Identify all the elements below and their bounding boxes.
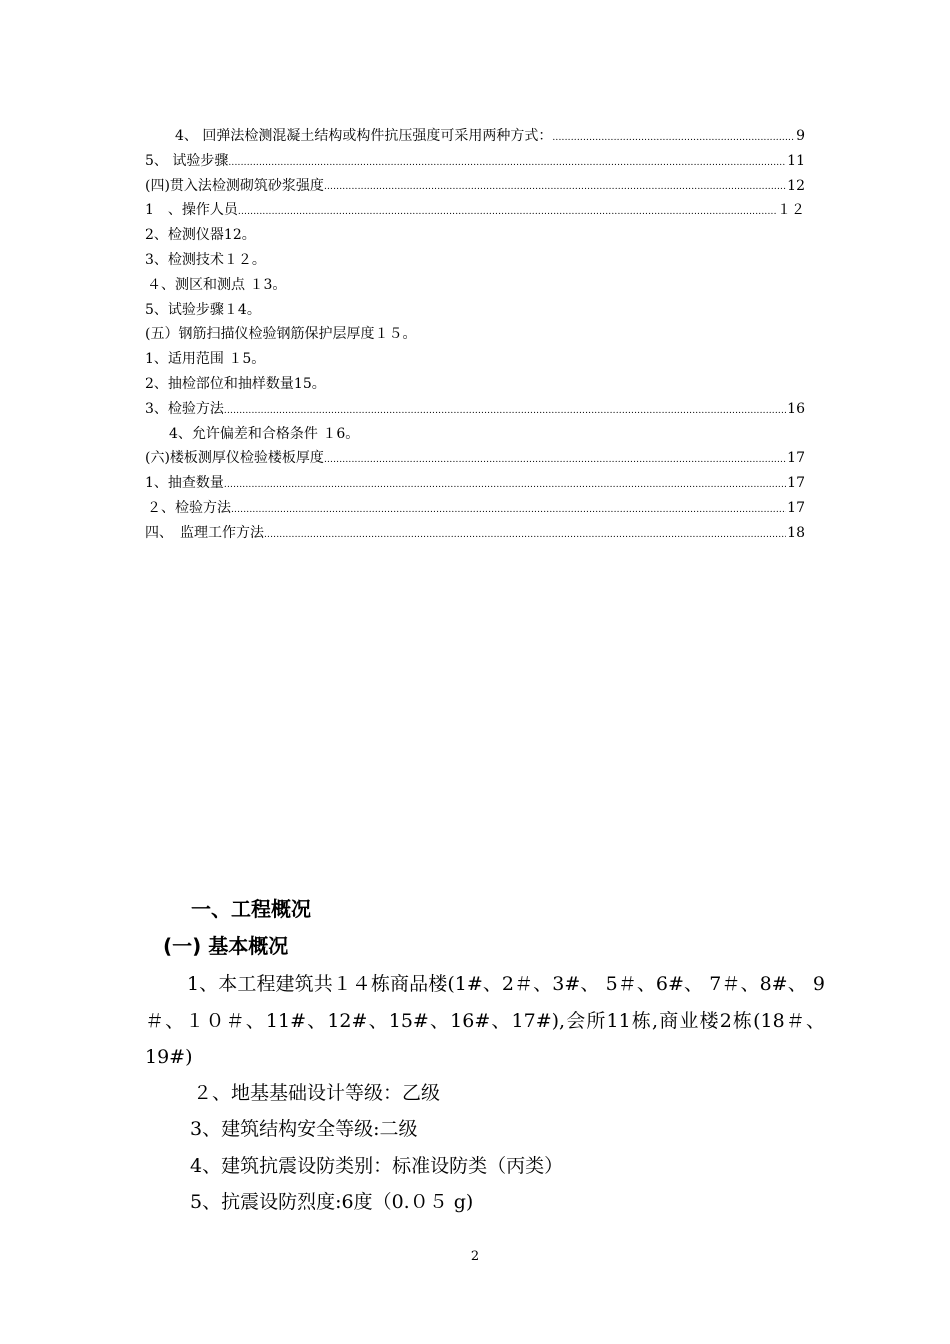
toc-entry[interactable] [145,446,805,471]
toc-entry-title: 1 、操作人员 [145,202,238,219]
toc-entry-title: 4、允许偏差和合格条件 １6。 [169,425,360,442]
toc-leader-dots [324,174,786,199]
toc-entry[interactable] [145,124,805,149]
toc-entry[interactable] [145,397,805,422]
toc-entry[interactable] [145,496,805,521]
page-number: 2 [470,1249,480,1264]
toc-entry-page [256,223,257,248]
toc-entry-page: 9 [796,128,805,144]
toc-entry-page [326,372,327,397]
toc-entry[interactable] [145,223,805,248]
toc-entry-title: 1、适用范围 １5。 [145,351,266,368]
toc-leader-dots [228,149,786,174]
toc-leader-dots [238,198,776,223]
toc-entry-page: 17 [787,475,805,492]
toc-entry[interactable] [145,347,805,372]
toc-entry-title: 5、 试验步骤 [145,152,229,169]
toc-entry[interactable] [145,248,805,273]
toc-entry-page: １２ [777,202,805,219]
toc-entry-page [286,273,287,298]
toc-entry[interactable] [145,322,805,347]
toc-entry-title: 1、抽查数量 [145,475,224,492]
toc-entry-page [416,322,417,347]
toc-entry[interactable] [145,149,805,174]
toc-leader-dots [552,124,795,149]
toc-entry-title: ４、测区和测点 １3。 [147,276,287,293]
toc-entry-page: 18 [787,524,805,541]
toc-entry-title: 5、试验步骤１4。 [145,301,261,318]
toc-entry-page: 11 [787,152,805,169]
toc-leader-dots [231,496,786,521]
toc-entry[interactable] [145,471,805,496]
toc-entry-title: 四、 监理工作方法 [145,524,264,541]
paragraph-seismic-intensity: 5、抗震设防烈度:6度（0.０５ g) [190,1191,474,1213]
section-heading: 一、工程概况 [191,897,311,921]
toc-entry-title: 3、检验方法 [145,400,224,417]
toc-entry-title: 4、 回弹法检测混凝土结构或构件抗压强度可采用两种方式： [175,128,553,144]
toc-leader-dots [224,397,786,422]
toc-entry[interactable] [145,422,805,447]
toc-entry-page [266,248,267,273]
paragraph-foundation-grade: ２、地基基础设计等级：乙级 [193,1082,441,1104]
toc-entry[interactable] [145,298,805,323]
toc-entry-page: 17 [787,499,805,516]
toc-entry[interactable] [145,273,805,298]
toc-entry[interactable] [145,174,805,199]
toc-leader-dots [224,471,786,496]
table-of-contents [145,124,805,546]
toc-entry-title: (五）钢筋扫描仪检验钢筋保护层厚度１５。 [145,326,417,343]
toc-entry-title: (六)楼板测厚仪检验楼板厚度 [145,450,324,467]
toc-entry[interactable] [145,198,805,223]
subsection-heading: (一) 基本概况 [163,934,289,958]
toc-entry-title: (四)贯入法检测砌筑砂浆强度 [145,177,324,194]
toc-entry-page [261,298,262,323]
toc-entry-title: 3、检测技术１２。 [145,251,266,268]
toc-entry-title: 2、抽检部位和抽样数量15。 [145,375,326,392]
toc-entry-page: 17 [787,450,805,467]
toc-entry-page: 12 [787,177,805,194]
paragraph-structure-safety-grade: 3、建筑结构安全等级:二级 [190,1118,418,1140]
paragraph-building-count: 1、本工程建筑共１４栋商品楼(1#、2＃、3#、 5＃、6#、 7＃、8#、 9＃、１０＃、11#、12#、15#、16#、17#),会所11栋,商业楼2栋(18＃、19#) [145,973,825,1068]
toc-entry-page [265,347,266,372]
toc-leader-dots [264,521,786,546]
toc-entry[interactable] [145,372,805,397]
paragraph-seismic-category: 4、建筑抗震设防类别：标准设防类（丙类） [190,1155,564,1177]
toc-entry-title: ２、检验方法 [147,499,231,516]
toc-entry[interactable] [145,521,805,546]
toc-entry-title: 2、检测仪器12。 [145,227,256,244]
toc-entry-page: 16 [787,400,805,417]
toc-entry-page [359,422,360,447]
toc-leader-dots [324,446,786,471]
